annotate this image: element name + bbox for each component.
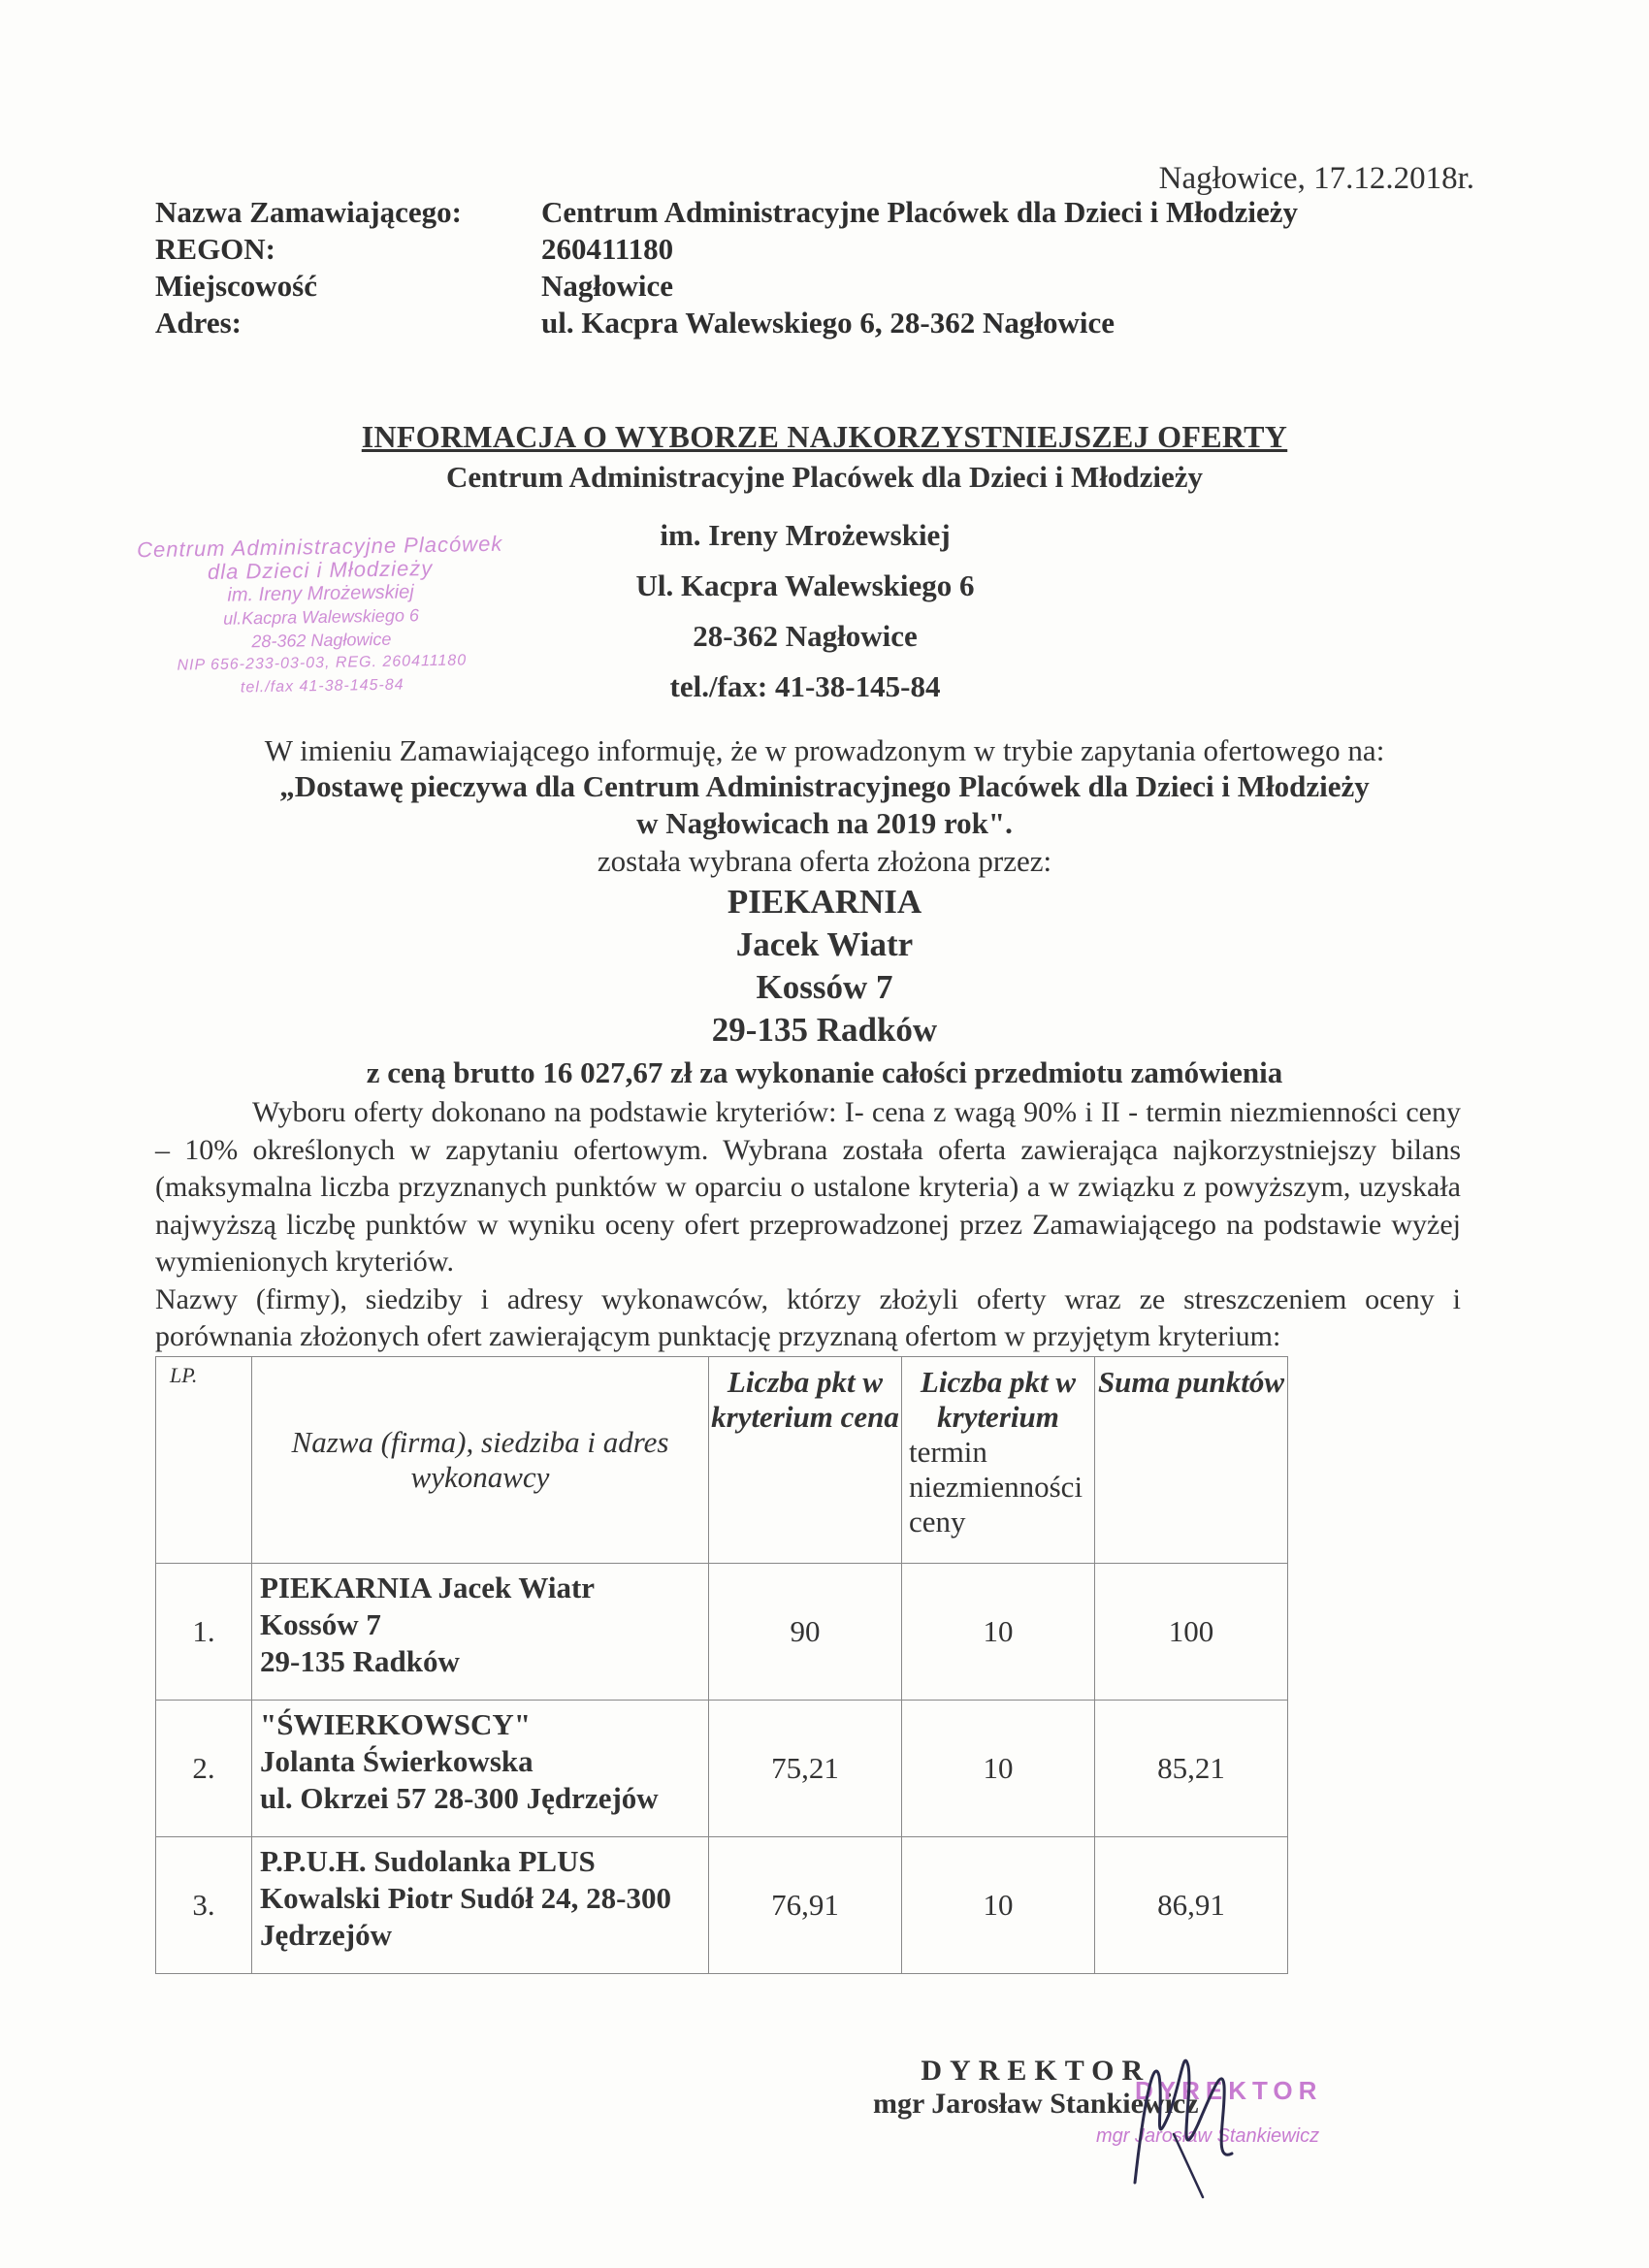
row-name-line: Jolanta Świerkowska xyxy=(260,1744,534,1778)
heading-organization: Centrum Administracyjne Placówek dla Dzieci i Młodzieży xyxy=(445,460,1204,494)
row-name-line: Jędrzejów xyxy=(260,1918,392,1952)
contractor-row xyxy=(155,268,1298,305)
table-header-row xyxy=(156,1357,1288,1564)
paragraph-1: Wyboru oferty dokonano na podstawie kryteriów: I- cena z wagą 90% i II - termin niezmienności ceny – 10% określonych w zapytaniu ofertowym. Wybrana została oferta zawierająca najkorzystniejszy bilans (maksymalna liczba przyznanych punktów w oparciu o ustalone kryteria) a w związku z powyższym, uzyskała najwyższą liczbę punktów w wyniku oceny ofert przeprowadzonej przez Zamawiającego na podstawie wyżej wymienionych kryteriów. xyxy=(155,1096,1461,1278)
stamp-line: 28-362 Nagłowice xyxy=(251,629,392,652)
row-sum: 100 xyxy=(1095,1564,1288,1701)
contractor-row xyxy=(155,231,1298,268)
row-sum: 85,21 xyxy=(1095,1701,1288,1837)
price-text: z ceną brutto 16 027,67 zł za wykonanie całości przedmiotu zamówienia xyxy=(366,1055,1283,1089)
row-sum: 86,91 xyxy=(1095,1837,1288,1974)
winner-line: Jacek Wiatr xyxy=(735,925,914,963)
row-lp: 2. xyxy=(156,1701,252,1837)
address-line: im. Ireny Mrożewskiej xyxy=(660,518,951,552)
paragraph-2: Nazwy (firmy), siedziby i adresy wykonawców, którzy złożyli oferty wraz ze streszczeniem oceny i porównania złożonych ofert zawierającym punktację przyznaną ofertom w przyjętym kryterium: xyxy=(155,1282,1461,1352)
address-line: Ul. Kacpra Walewskiego 6 xyxy=(635,568,975,602)
row-name xyxy=(252,1837,709,1974)
stamp-line: im. Ireny Mrożewskiej xyxy=(227,581,414,606)
contractor-value: Nagłowice xyxy=(541,269,674,303)
document-date: Nagłowice, 17.12.2018r. xyxy=(1158,161,1474,196)
organization-stamp xyxy=(92,532,551,702)
header-term-points xyxy=(902,1357,1095,1564)
stamp-line: NIP 656-233-03-03, REG. 260411180 xyxy=(177,652,468,674)
stamp-line: tel./fax 41-38-145-84 xyxy=(240,676,404,697)
signature-title: DYREKTOR xyxy=(921,2055,1151,2087)
contractor-label: Adres: xyxy=(155,306,242,340)
contractor-row xyxy=(155,305,1298,341)
table-row xyxy=(156,1701,1288,1837)
row-name xyxy=(252,1564,709,1701)
signature-name: mgr Jarosław Stankiewicz xyxy=(873,2088,1199,2120)
contractor-label: Nazwa Zamawiającego: xyxy=(155,195,462,229)
row-name-line: Kossów 7 xyxy=(260,1607,381,1641)
winner-block xyxy=(0,881,1649,1052)
director-stamp-name: mgr Jarosław Stankiewicz xyxy=(1096,2125,1320,2147)
row-price-points: 76,91 xyxy=(709,1837,902,1974)
contractor-row xyxy=(155,194,1298,231)
contractor-value: 260411180 xyxy=(541,232,674,266)
order-subject xyxy=(0,768,1649,842)
header-sum: Suma punktów xyxy=(1095,1357,1288,1564)
document-heading: INFORMACJA O WYBORZE NAJKORZYSTNIEJSZEJ OFERTY xyxy=(361,419,1288,454)
stamp-line: Centrum Administracyjne Placówek xyxy=(136,531,503,563)
row-lp: 3. xyxy=(156,1837,252,1974)
row-name xyxy=(252,1701,709,1837)
contractor-label: Miejscowość xyxy=(155,269,317,303)
header-name: Nazwa (firma), siedziba i adres wykonawcy xyxy=(252,1357,709,1564)
header-price-points: Liczba pkt w kryterium cena xyxy=(709,1357,902,1564)
address-line: tel./fax: 41-38-145-84 xyxy=(669,669,941,703)
row-name-line: Kowalski Piotr Sudół 24, 28-300 xyxy=(260,1881,672,1915)
stamp-line: ul.Kacpra Walewskiego 6 xyxy=(222,605,420,629)
header-term-italic: Liczba pkt w kryterium xyxy=(920,1365,1077,1434)
director-stamp-title: DYREKTOR xyxy=(1135,2076,1323,2105)
row-name-line: PIEKARNIA Jacek Wiatr xyxy=(260,1571,596,1604)
criteria-paragraph xyxy=(155,1094,1461,1356)
address-line: 28-362 Nagłowice xyxy=(693,619,918,653)
row-term-points: 10 xyxy=(902,1837,1095,1974)
winner-line: 29-135 Radków xyxy=(711,1011,938,1049)
table-row xyxy=(156,1837,1288,1974)
chosen-text: została wybrana oferta złożona przez: xyxy=(597,844,1052,878)
subject-line: „Dostawę pieczywa dla Centrum Administracyjnego Placówek dla Dzieci i Młodzieży xyxy=(279,769,1370,803)
contractor-info xyxy=(155,194,1298,341)
row-name-line: ul. Okrzei 57 28-300 Jędrzejów xyxy=(260,1781,659,1815)
stamp-line: dla Dzieci i Młodzieży xyxy=(207,555,434,585)
contractor-label: REGON: xyxy=(155,232,275,266)
table-row xyxy=(156,1564,1288,1701)
intro-text: W imieniu Zamawiającego informuję, że w prowadzonym w trybie zapytania ofertowego na: xyxy=(264,733,1385,767)
organization-address xyxy=(601,510,1009,712)
handwritten-signature-icon xyxy=(1116,2037,1251,2202)
row-name-line: "ŚWIERKOWSCY" xyxy=(260,1707,532,1741)
contractor-value: ul. Kacpra Walewskiego 6, 28-362 Nagłowice xyxy=(541,306,1115,340)
row-term-points: 10 xyxy=(902,1564,1095,1701)
row-name-line: P.P.U.H. Sudolanka PLUS xyxy=(260,1844,596,1878)
contractor-value: Centrum Administracyjne Placówek dla Dzieci i Młodzieży xyxy=(541,195,1299,229)
header-lp: LP. xyxy=(156,1357,252,1564)
winner-line: Kossów 7 xyxy=(756,968,893,1006)
row-price-points: 90 xyxy=(709,1564,902,1701)
row-term-points: 10 xyxy=(902,1701,1095,1837)
winner-line: PIEKARNIA xyxy=(727,883,922,921)
row-name-line: 29-135 Radków xyxy=(260,1644,460,1678)
subject-line: w Nagłowicach na 2019 rok". xyxy=(636,806,1013,840)
row-lp: 1. xyxy=(156,1564,252,1701)
results-table xyxy=(155,1356,1288,1974)
row-price-points: 75,21 xyxy=(709,1701,902,1837)
header-term-plain: termin niezmienności ceny xyxy=(909,1435,1083,1539)
